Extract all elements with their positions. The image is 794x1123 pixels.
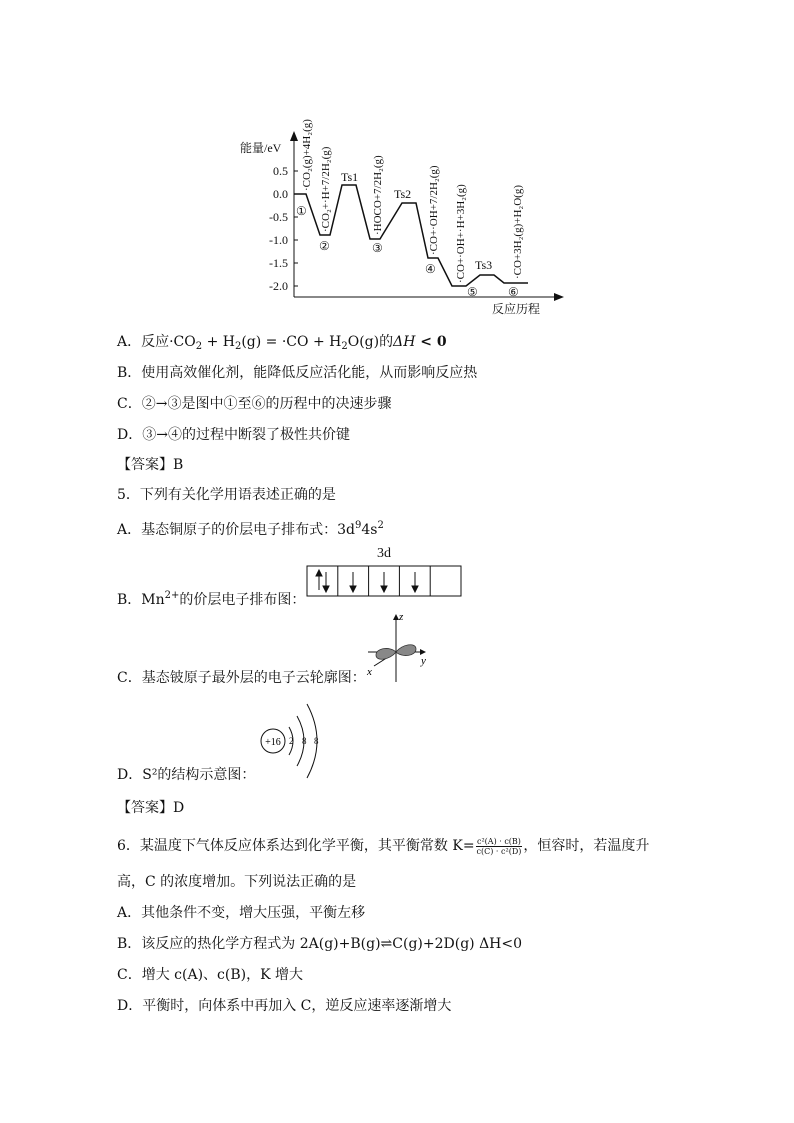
q4-option-a: A．反应$\cdot CO_2 + H_2(g) = \cdot CO + H_2O(g)$的ΔH < 0 — [117, 334, 447, 352]
species-label: ·CO+3H₂(g)+H₂O(g) — [512, 184, 524, 279]
q6-stem-line2: 高，C 的浓度增加。下列说法正确的是 — [117, 874, 357, 890]
orbital-lobe — [376, 648, 396, 659]
q4-option-c: C．②→③是图中①至⑥的历程中的决速步骤 — [117, 396, 392, 412]
species-label: ·CO+·OH+·H+3H₂(g) — [455, 184, 467, 283]
electron-cloud-diagram — [362, 608, 436, 686]
q4-answer: 【答案】B — [117, 457, 184, 473]
q5-option-b: B．$Mn^{2+}$的价层电子排布图： — [117, 590, 306, 608]
axis-x-label: x — [367, 666, 372, 678]
q5-stem: 5．下列有关化学用语表述正确的是 — [117, 487, 336, 503]
nucleus-charge: +16 — [265, 737, 281, 748]
transition-state: Ts3 — [475, 258, 493, 272]
q5-option-d: D．S²的结构示意图： — [117, 767, 256, 783]
q6-option-a: A．其他条件不变，增大压强，平衡左移 — [117, 905, 366, 921]
orbital-diagram — [306, 565, 464, 599]
axis-y-label: y — [421, 655, 426, 667]
q6-option-d: D．平衡时，向体系中再加入 C，逆反应速率逐渐增大 — [117, 998, 452, 1014]
q5-answer: 【答案】D — [117, 800, 185, 816]
shell-electrons: 8 — [302, 736, 307, 746]
q4-option-d: D．③→④的过程中断裂了极性共价键 — [117, 427, 350, 443]
step-marker: ⑤ — [467, 285, 478, 299]
species-label: ·CO₂(g)+4H₂(g) — [301, 119, 313, 191]
energy-diagram — [230, 95, 575, 320]
step-marker: ① — [296, 204, 307, 218]
shell-electrons: 2 — [289, 736, 294, 746]
transition-state: Ts2 — [394, 187, 412, 201]
axis-z-label: z — [399, 611, 404, 623]
species-label: ·CO₂+·H+7/2H₂(g) — [320, 146, 332, 232]
y-axis-arrow — [290, 131, 298, 141]
species-label: ·CO+·OH+7/2H₂(g) — [428, 165, 440, 255]
species-label: ·HOCO+7/2H₂(g) — [372, 155, 384, 235]
orbital-label: 3d — [377, 546, 391, 561]
y-axis-label: 能量/eV — [240, 141, 282, 155]
orbital-lobe — [396, 645, 416, 656]
y-tick: 0.5 — [273, 164, 288, 178]
q6-stem: 6．某温度下气体反应体系达到化学平衡，其平衡常数 K= $\frac{\text{c²(A) · c(B)}}{\text{c(C) · c²(D)}}$ ，恒容时，若温度升 — [117, 836, 650, 856]
q5-option-c: C．基态铍原子最外层的电子云轮廓图： — [117, 670, 366, 686]
step-marker: ② — [319, 239, 330, 253]
shell-electrons: 8 — [314, 736, 319, 746]
y-tick: -1.0 — [269, 233, 288, 247]
q4-option-b: B．使用高效催化剂，能降低反应活化能，从而影响反应热 — [117, 365, 478, 381]
q6-option-b: B．该反应的热化学方程式为 2A(g)+B(g)⇌C(g)+2D(g) ΔH<0 — [117, 936, 523, 952]
k-fraction: $\frac{\text{c²(A) · c(B)}}{\text{c(C) · c²(D)}}$ — [476, 836, 522, 856]
y-tick: -2.0 — [269, 279, 288, 293]
step-marker: ⑥ — [508, 285, 519, 299]
transition-state: Ts1 — [341, 170, 359, 184]
y-tick: -0.5 — [269, 210, 288, 224]
q5-option-a: A．基态铜原子的价层电子排布式：$3d^94s^2$ — [117, 520, 384, 538]
atomic-structure-diagram — [255, 696, 335, 786]
y-tick: -1.5 — [269, 256, 288, 270]
step-marker: ④ — [425, 262, 436, 276]
step-marker: ③ — [372, 241, 383, 255]
x-axis-arrow — [554, 293, 564, 301]
y-tick: 0.0 — [273, 187, 288, 201]
x-axis-label: 反应历程 — [492, 302, 541, 316]
q6-option-c: C．增大 c(A)、c(B)，K 增大 — [117, 967, 303, 983]
